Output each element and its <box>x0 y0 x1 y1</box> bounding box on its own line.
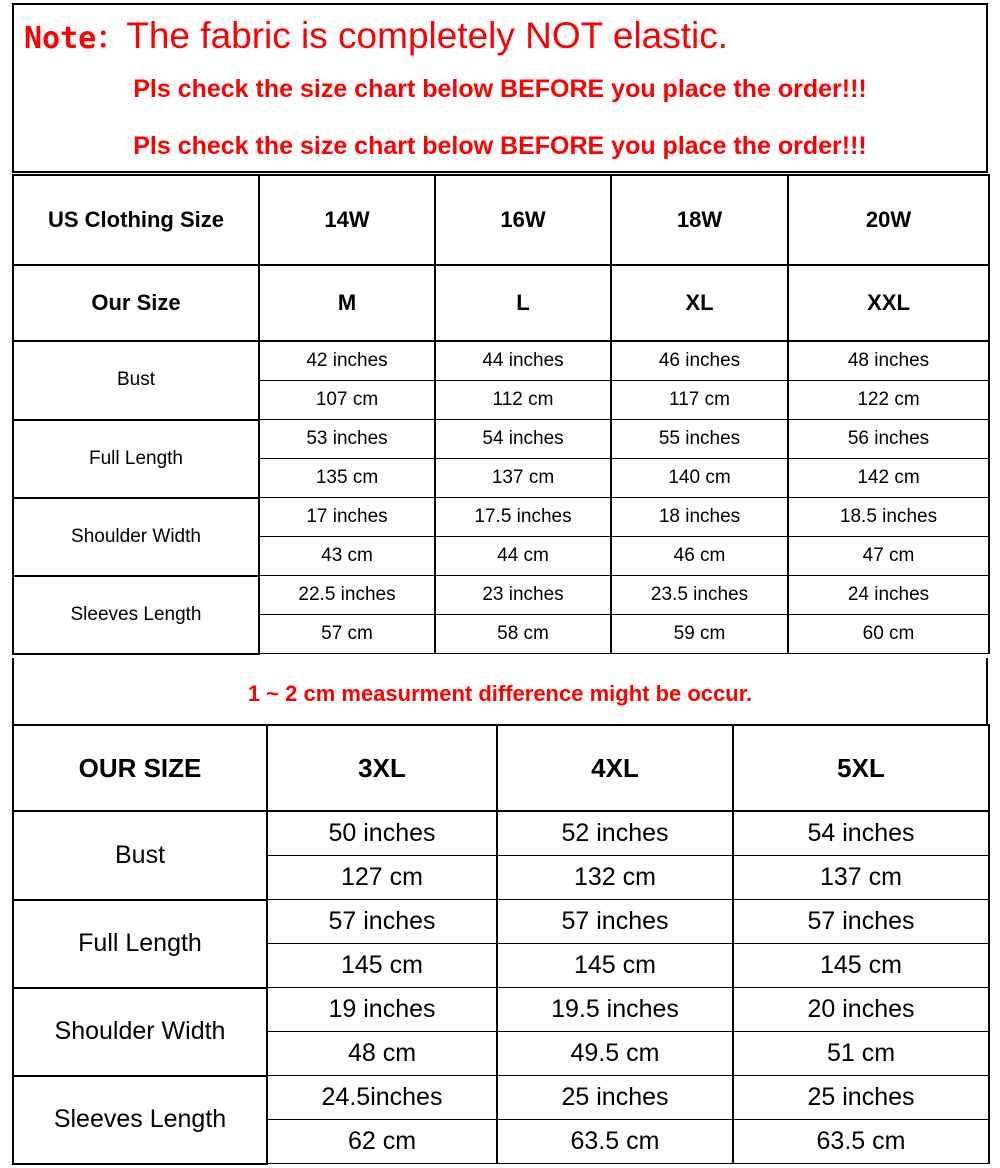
table-row <box>13 576 989 615</box>
measure-label: Bust <box>13 341 259 420</box>
inches-cell: 54 inches <box>733 811 989 856</box>
cm-cell: 127 cm <box>267 856 497 900</box>
note-prefix: Note： <box>24 21 127 56</box>
cm-cell: 49.5 cm <box>497 1032 733 1076</box>
cm-cell: 107 cm <box>259 381 435 420</box>
inches-cell: 54 inches <box>435 420 611 459</box>
table-row <box>13 1076 989 1120</box>
cm-cell: 140 cm <box>611 459 788 498</box>
cm-cell: 122 cm <box>788 381 989 420</box>
size-warning-2: Pls check the size chart below BEFORE you place the order!!! <box>133 132 867 160</box>
inches-cell: 24.5inches <box>267 1076 497 1120</box>
cm-cell: 46 cm <box>611 537 788 576</box>
our-size-cell: XL <box>611 265 788 341</box>
our-size-header-row <box>13 725 989 811</box>
table-row <box>13 988 989 1032</box>
cm-cell: 145 cm <box>267 944 497 988</box>
cm-cell: 137 cm <box>733 856 989 900</box>
table-row <box>13 900 989 944</box>
us-clothing-size-label: US Clothing Size <box>13 175 259 265</box>
inches-cell: 48 inches <box>788 341 989 381</box>
size-cell: 4XL <box>497 725 733 811</box>
us-size-header-row <box>13 175 989 265</box>
inches-cell: 25 inches <box>733 1076 989 1120</box>
note-line <box>24 13 728 57</box>
inches-cell: 17.5 inches <box>435 498 611 537</box>
size-cell: 3XL <box>267 725 497 811</box>
cm-cell: 43 cm <box>259 537 435 576</box>
inches-cell: 24 inches <box>788 576 989 615</box>
cm-cell: 145 cm <box>733 944 989 988</box>
inches-cell: 17 inches <box>259 498 435 537</box>
table-row <box>13 811 989 856</box>
inches-cell: 57 inches <box>497 900 733 944</box>
inches-cell: 23 inches <box>435 576 611 615</box>
inches-cell: 19.5 inches <box>497 988 733 1032</box>
us-size-cell: 18W <box>611 175 788 265</box>
cm-cell: 135 cm <box>259 459 435 498</box>
our-size-label: OUR SIZE <box>13 725 267 811</box>
notice-panel <box>12 3 988 173</box>
cm-cell: 51 cm <box>733 1032 989 1076</box>
cm-cell: 145 cm <box>497 944 733 988</box>
cm-cell: 48 cm <box>267 1032 497 1076</box>
inches-cell: 50 inches <box>267 811 497 856</box>
cm-cell: 137 cm <box>435 459 611 498</box>
size-chart-table-1 <box>12 174 990 655</box>
inches-cell: 44 inches <box>435 341 611 381</box>
measure-label: Full Length <box>13 420 259 498</box>
table-row <box>13 420 989 459</box>
cm-cell: 117 cm <box>611 381 788 420</box>
our-size-header-row <box>13 265 989 341</box>
our-size-cell: XXL <box>788 265 989 341</box>
us-size-cell: 20W <box>788 175 989 265</box>
measure-label: Bust <box>13 811 267 900</box>
cm-cell: 60 cm <box>788 615 989 654</box>
inches-cell: 19 inches <box>267 988 497 1032</box>
measure-label: Sleeves Length <box>13 1076 267 1164</box>
our-size-cell: M <box>259 265 435 341</box>
cm-cell: 63.5 cm <box>497 1120 733 1164</box>
measure-label: Shoulder Width <box>13 988 267 1076</box>
inches-cell: 57 inches <box>733 900 989 944</box>
inches-cell: 25 inches <box>497 1076 733 1120</box>
inches-cell: 42 inches <box>259 341 435 381</box>
inches-cell: 22.5 inches <box>259 576 435 615</box>
cm-cell: 112 cm <box>435 381 611 420</box>
table-row <box>13 498 989 537</box>
inches-cell: 23.5 inches <box>611 576 788 615</box>
inches-cell: 52 inches <box>497 811 733 856</box>
our-size-cell: L <box>435 265 611 341</box>
inches-cell: 57 inches <box>267 900 497 944</box>
inches-cell: 20 inches <box>733 988 989 1032</box>
cm-cell: 63.5 cm <box>733 1120 989 1164</box>
inches-cell: 56 inches <box>788 420 989 459</box>
cm-cell: 59 cm <box>611 615 788 654</box>
inches-cell: 53 inches <box>259 420 435 459</box>
cm-cell: 58 cm <box>435 615 611 654</box>
us-size-cell: 14W <box>259 175 435 265</box>
cm-cell: 62 cm <box>267 1120 497 1164</box>
cm-cell: 44 cm <box>435 537 611 576</box>
cm-cell: 132 cm <box>497 856 733 900</box>
cm-cell: 47 cm <box>788 537 989 576</box>
difference-note: 1 ~ 2 cm measurment difference might be occur. <box>247 681 753 706</box>
us-size-cell: 16W <box>435 175 611 265</box>
our-size-label: Our Size <box>13 265 259 341</box>
difference-note-band <box>12 658 988 724</box>
size-chart-table-2 <box>12 724 990 1165</box>
inches-cell: 46 inches <box>611 341 788 381</box>
inches-cell: 18 inches <box>611 498 788 537</box>
measure-label: Shoulder Width <box>13 498 259 576</box>
size-warning-1: Pls check the size chart below BEFORE you place the order!!! <box>133 75 867 103</box>
measure-label: Sleeves Length <box>13 576 259 654</box>
size-cell: 5XL <box>733 725 989 811</box>
measure-label: Full Length <box>13 900 267 988</box>
note-text: The fabric is completely NOT elastic. <box>126 15 729 56</box>
inches-cell: 55 inches <box>611 420 788 459</box>
cm-cell: 142 cm <box>788 459 989 498</box>
inches-cell: 18.5 inches <box>788 498 989 537</box>
cm-cell: 57 cm <box>259 615 435 654</box>
table-row <box>13 341 989 381</box>
